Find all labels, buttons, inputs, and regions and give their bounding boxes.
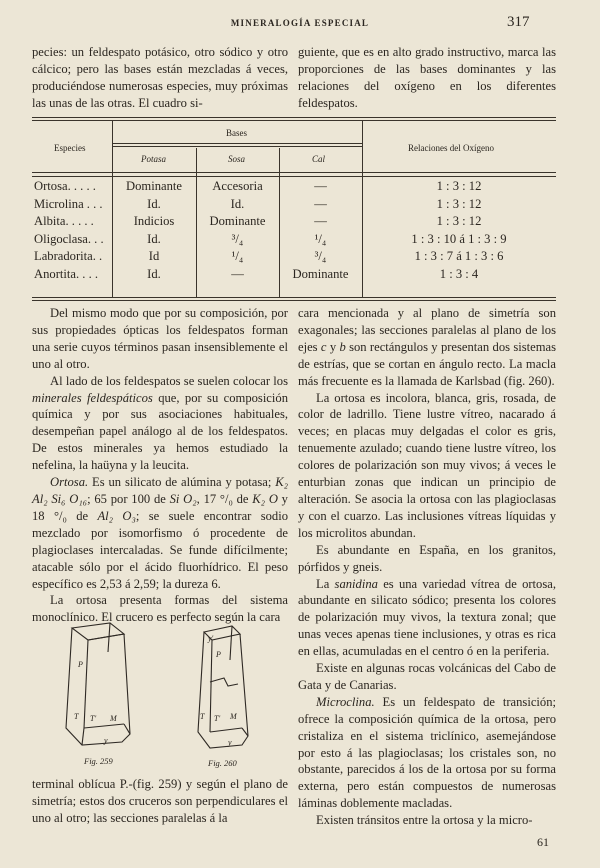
table-cell-rel: 1 : 3 : 12 <box>436 196 482 211</box>
right-p1-text-c: son rectángulos y presentan dos sistemas de estrías, que se cortan en ángulo recto. La macla más frecuente es la llamada de Karlsbad (fig. 260). <box>298 339 557 388</box>
right-paragraph-4 <box>298 576 556 661</box>
left-p3-text-d: y 18 °/₀ de <box>32 491 288 523</box>
fig259-label: M <box>110 714 117 723</box>
left-bottom-text: terminal oblícua P.-(fig. 259) y según el plano de simetría; estos dos cruceros son perpendiculares el uno al otro; las secciones paralelas á la <box>32 777 288 825</box>
table-cell-cal: ³/₄ <box>314 249 327 263</box>
fig259-outline <box>66 628 130 745</box>
table-cell-cal: Dominante <box>292 266 349 281</box>
left-p3-text-e: ; se suele encontrar sodio mezclado por isomorfismo ó procedente de plagioclases intercaladas. Se funde difícilmente; atacable sólo por el ácido fluorhídrico. El peso específico es 2,53 á 2,59; la dureza 6. <box>32 508 288 591</box>
right-column <box>298 305 556 829</box>
left-p2-text-b: que, por su composición química y por sus asociaciones habituales, desempeñan papel análogo al de los feldespatos. De estos minerales ya hemos estudiado la nefelina, la haüyna y la leucita. <box>32 390 288 473</box>
left-paragraph-4: La ortosa presenta formas del sistema monoclínico. El crucero es perfecto según la cara <box>32 593 288 625</box>
fig260-label: T <box>200 712 205 721</box>
intro-right-text: guiente, que es en alto grado instructivo, marca las proporciones de las bases dominantes y las relaciones del oxígeno en los diferentes feldespatos. <box>298 45 556 110</box>
table-cell-sosa: ¹/₄ <box>231 249 244 263</box>
fig260-caption: Fig. 260 <box>208 758 237 768</box>
table-cell-rel: 1 : 3 : 10 á 1 : 3 : 9 <box>411 231 507 246</box>
left-p3-formula-2: Si O₂ <box>169 491 197 506</box>
right-paragraph-7: Existen tránsitos entre la ortosa y la micro- <box>316 813 533 828</box>
table-cell-especie: Oligoclasa. . . <box>34 231 104 246</box>
left-p2-italic: minerales feldespáticos <box>32 390 153 405</box>
page-header-title: MINERALOGÍA ESPECIAL <box>230 18 370 28</box>
right-paragraph-2: La ortosa es incolora, blanca, gris, rosada, de color de ladrillo. Tiene lustre vítreo, nacarado á veces; en placas muy delgadas el color es gris, tenuemente azulado; cuando tiene lustre vítreo, los colores de polarización son muy vivos; á veces le enturbian zonas que indican un principio de alteración. Se asocia la ortosa con las plagioclasas y con el cuarzo. Las inclusiones vítreas líquidas y los microlitos abundan. <box>298 390 556 540</box>
table-header-rule <box>32 172 556 173</box>
fig259-edge-6 <box>88 634 124 640</box>
right-p6-term: Microclina. <box>316 694 375 709</box>
fig260-edge-4 <box>230 626 232 660</box>
fig260-twin-line <box>210 678 238 686</box>
table-top-rule-2 <box>32 120 556 121</box>
fig260-label: y' <box>208 634 214 643</box>
fig259-edge-4 <box>84 724 124 728</box>
fig259-label: P <box>78 660 83 669</box>
left-p2-text-a: Al lado de los feldespatos se suelen colocar los <box>50 373 288 388</box>
table-cell-sosa: Accesoria <box>212 179 263 193</box>
fig259-label: T <box>74 712 79 721</box>
fig260-edge-1 <box>210 640 212 732</box>
intro-left-text: pecies: un feldespato potásico, otro sódico y otro cálcico; pero las bases están mezcladas á veces, produciéndose numerosas especies, muy próximas las unas de las otras. El cuadro si- <box>32 45 288 110</box>
left-paragraph-2 <box>32 373 288 474</box>
th-potasa: Potasa <box>141 154 167 164</box>
th-especies: Especies <box>54 143 86 153</box>
table-cell-especie: Ortosa. . . . . <box>34 179 96 193</box>
left-column-bottom <box>32 776 288 827</box>
table-cell-sosa: Id. <box>230 196 245 211</box>
crystal-figures <box>32 620 288 770</box>
fig259-edge-1 <box>84 640 88 728</box>
table-cell-sosa: ³/₄ <box>231 231 244 246</box>
table-cell-potasa: Id. <box>147 196 161 211</box>
fig260-label: y <box>228 738 232 747</box>
table-bottom-rule <box>32 297 556 298</box>
right-p4-text-a: La <box>316 576 335 591</box>
table-cell-rel: 1 : 3 : 7 á 1 : 3 : 6 <box>414 249 504 263</box>
table-cell-rel: 1 : 3 : 12 <box>436 214 482 228</box>
table-cell-especie: Albita. . . . . <box>34 214 94 228</box>
right-p6-text: Es un feldespato de transición; ofrece la composición química de la ortosa, pero cristaliza en el sistema triclínico, asemejándose por esto á las plagioclasas; los cristales son, no obstante, parecidos á los de la ortosa por su forma externa, pero están compuestos de numerosas láminas doblemente macladas. <box>298 694 556 811</box>
table-top-rule <box>32 117 556 118</box>
table-cell-sosa: Dominante <box>209 214 266 228</box>
right-p4-text-b: es una variedad vítrea de ortosa, abundante en silicato sódico; presenta los colores de polarización muy vivos, la textura zonal; que unas veces apenas tiene inclusiones, y otras es rica en ellas, acumuladas en el centro ó en la periferia. <box>298 576 556 659</box>
fig260-label: M <box>230 712 237 721</box>
table-cell-potasa: Id <box>148 249 160 263</box>
table-cell-cal: — <box>314 179 327 193</box>
intro-right <box>298 44 556 112</box>
left-p3-text-c: , 17 °/₀ de <box>196 491 253 506</box>
right-p4-term: sanidina <box>334 576 378 591</box>
table-cell-especie: Microlina . . . <box>34 196 103 211</box>
left-p3-formula-1: K₂ Al₂ Si₆ O₁₆ <box>32 475 288 506</box>
table-cell-especie: Anortita. . . . <box>34 266 99 281</box>
table-header-rule-2 <box>32 176 556 177</box>
fig260-edge-2 <box>210 728 242 732</box>
left-paragraph-1: Del mismo modo que por su composición, por sus propiedades ópticas los feldespatos forman una serie cuyos términos pasan insensiblemente el uno al otro. <box>32 306 288 371</box>
table-bases-rule-2 <box>112 146 362 147</box>
th-sosa: Sosa <box>228 154 246 164</box>
fig259-label: y <box>104 736 108 745</box>
table-cell-rel: 1 : 3 : 12 <box>436 179 482 193</box>
table-cell-potasa: Indicios <box>133 214 175 228</box>
right-paragraph-5: Existe en algunas rocas volcánicas del Cabo de Gata y de Canarias. <box>298 661 556 692</box>
right-paragraph-6 <box>298 694 556 812</box>
table-cell-especie: Labradorita. . <box>34 249 103 263</box>
table-cell-cal: — <box>314 196 327 211</box>
fig260-label: P <box>216 650 221 659</box>
fig259-edge-3 <box>82 728 84 745</box>
page-number: 317 <box>507 14 530 30</box>
left-column <box>32 305 288 626</box>
right-p1-text-b: y <box>326 339 340 354</box>
table-cell-rel: 1 : 3 : 4 <box>439 266 479 281</box>
right-paragraph-3: Es abundante en España, en los granitos, pórfidos y gneis. <box>298 542 556 574</box>
th-bases: Bases <box>226 128 247 138</box>
crystal-drawings <box>32 620 288 770</box>
left-p3-text-a: Es un silicato de alúmina y potasa; <box>88 475 276 490</box>
table-cell-potasa: Id. <box>147 231 161 246</box>
right-p1-text-a: cara mencionada y al plano de simetría son exagonales; las secciones paralelas al plano de los ejes <box>298 306 556 354</box>
fig259-edge-2 <box>108 623 110 652</box>
fig260-label: T' <box>214 714 221 723</box>
left-p3-formula-3: K₂ O <box>252 491 278 506</box>
signature-number: 61 <box>537 835 549 849</box>
table-cell-potasa: Id. <box>147 266 161 281</box>
table-cell-sosa: — <box>231 266 244 281</box>
th-cal: Cal <box>312 154 326 164</box>
table-cell-cal: — <box>314 214 327 228</box>
left-p3-text-b: ; 65 por 100 de <box>87 491 170 506</box>
table-cell-potasa: Dominante <box>126 179 182 193</box>
right-p1-axis-b: b <box>339 339 346 354</box>
fig259-top-face <box>72 623 124 640</box>
table-bases-rule <box>112 143 362 144</box>
table-bottom-rule-2 <box>32 300 556 301</box>
right-p1-axis-c: c <box>320 339 327 354</box>
table-cell-cal: ¹/₄ <box>314 231 327 246</box>
fig259-caption: Fig. 259 <box>84 756 113 766</box>
left-paragraph-3 <box>32 474 288 592</box>
fig259-label: T' <box>90 714 97 723</box>
right-paragraph-1 <box>298 305 556 390</box>
th-relaciones: Relaciones del Oxígeno <box>408 143 494 153</box>
left-p3-term: Ortosa. <box>50 475 89 490</box>
intro-left <box>32 44 288 112</box>
left-p3-formula-4: Al₂ O₃ <box>97 508 136 523</box>
